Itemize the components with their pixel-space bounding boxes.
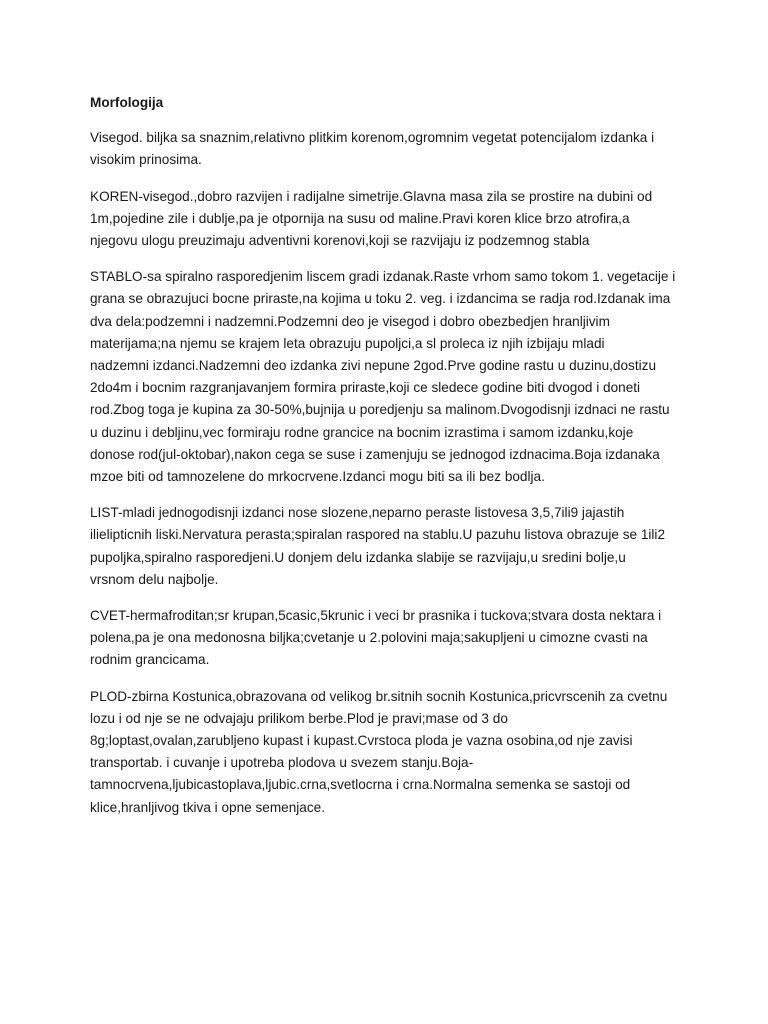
text-line: vrsnom delu najbolje. xyxy=(90,571,219,587)
text-line: 2do4m i bocnim razgranjavanjem formira priraste,koji ce sledece godine biti dvogod i doneti xyxy=(90,380,641,396)
text-line: STABLO-sa spiralno rasporedjenim liscem gradi izdanak.Raste vrhom samo tokom 1. vegetacije i xyxy=(90,269,676,285)
text-line: nadzemni izdanci.Nadzemni deo izdanka zivi nepune 2god.Prve godine rastu u duzinu,dostizu xyxy=(90,358,657,374)
text-line: rodnim grancicama. xyxy=(90,652,210,668)
text-line: PLOD-zbirna Kostunica,obrazovana od velikog br.sitnih socnih Kostunica,pricvrscenih za cvetnu xyxy=(90,688,668,704)
text-line: visokim prinosima. xyxy=(90,152,202,168)
text-line: 8g;loptast,ovalan,zarubljeno kupast i kupast.Cvrstoca ploda je vazna osobina,od nje zavisi xyxy=(90,733,633,749)
text-line: dva dela:podzemni i nadzemni.Podzemni deo je visegod i dobro obezbedjen hranljivim xyxy=(90,313,610,329)
paragraph-koren xyxy=(90,186,690,253)
text-line: 1m,pojedine zile i dublje,pa je otpornija na susu od maline.Pravi koren klice brzo atrofira,a xyxy=(90,210,630,226)
text-line: Visegod. biljka sa snaznim,relativno plitkim korenom,ogromnim vegetat potencijalom izdanka i xyxy=(90,130,655,146)
document-title: Morfologija xyxy=(90,95,164,110)
text-line: KOREN-visegod.,dobro razvijen i radijalne simetrije.Glavna masa zila se prostire na dubini od xyxy=(90,188,653,204)
text-line: klice,hranljivog tkiva i opne semenjace. xyxy=(90,799,325,815)
text-line: u duzinu i debljinu,vec formiraju rodne grancice na bocnim izrastima i samom izdanku,koje xyxy=(90,424,634,440)
paragraph-cvet xyxy=(90,605,690,672)
text-line: grana se obrazujuci bocne priraste,na kojima u toku 2. veg. i izdancima se radja rod.Izdanak ima xyxy=(90,291,671,307)
text-line: materijama;na njemu se krajem leta obrazuju pupoljci,a sl proleca iz njih izbijaju mladi xyxy=(90,335,605,351)
text-line: transportab. i cuvanje i upotreba plodova u svezem stanju.Boja- xyxy=(90,755,474,771)
document-body xyxy=(90,92,690,833)
text-line: rod.Zbog toga je kupina za 30-50%,bujnija u poredjenju sa malinom.Dvogodisnji izdnaci ne rastu xyxy=(90,402,670,418)
text-line: tamnocrvena,ljubicastoplava,ljubic.crna,svetlocrna i crna.Normalna semenka se sastoji od xyxy=(90,777,631,793)
text-line: donose rod(jul-oktobar),nakon cega se suse i zamenjuju se jednogod izdnacima.Boja izdanaka xyxy=(90,446,660,462)
text-line: polena,pa je ona medonosna biljka;cvetanje u 2.polovini maja;sakupljeni u cimozne cvasti na xyxy=(90,630,648,646)
text-line: pupoljka,spiralno rasporedjeni.U donjem delu izdanka slabije se razvijaju,u sredini bolje,u xyxy=(90,549,626,565)
paragraph-intro xyxy=(90,127,690,171)
paragraph-list xyxy=(90,502,690,591)
paragraph-stablo xyxy=(90,266,690,488)
text-line: njegovu ulogu preuzimaju adventivni korenovi,koji se razvijaju iz podzemnog stabla xyxy=(90,233,590,249)
text-line: ilielipticnih liski.Nervatura perasta;spiralan raspored na stablu.U pazuhu listova obrazuje se 1ili2 xyxy=(90,527,666,543)
text-line: LIST-mladi jednogodisnji izdanci nose slozene,neparno peraste listovesa 3,5,7ili9 jajastih xyxy=(90,505,625,521)
text-line: CVET-hermafroditan;sr krupan,5casic,5krunic i veci br prasnika i tuckova;stvara dosta nektara i xyxy=(90,608,662,624)
text-line: lozu i od nje se ne odvajaju prilikom berbe.Plod je pravi;mase od 3 do xyxy=(90,710,508,726)
text-line: mzoe biti od tamnozelene do mrkocrvene.Izdanci mogu biti sa ili bez bodlja. xyxy=(90,469,545,485)
paragraph-plod xyxy=(90,686,690,819)
